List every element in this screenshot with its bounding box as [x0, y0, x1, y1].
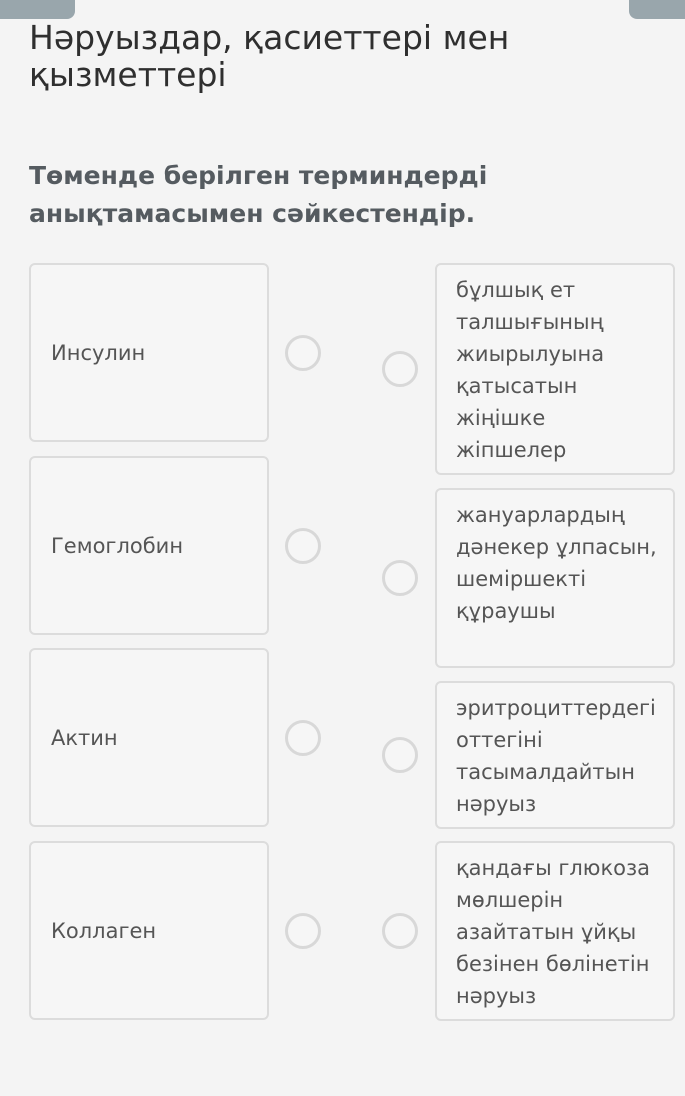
definition-text: жануарлардың дәнекер ұлпасын, шеміршекті құраушы — [456, 503, 657, 623]
definition-card[interactable] — [435, 263, 675, 475]
term-label: Коллаген — [51, 918, 157, 943]
term-connector-radio[interactable] — [285, 528, 321, 564]
top-tab-left[interactable] — [0, 0, 75, 19]
definition-connector-radio[interactable] — [382, 351, 418, 387]
term-label: Гемоглобин — [51, 533, 184, 558]
term-connector-radio[interactable] — [285, 720, 321, 756]
definition-text: эритроциттердегі оттегіні тасымалдайтын нәруыз — [456, 696, 656, 816]
definition-card[interactable] — [435, 841, 675, 1021]
term-card-actin[interactable] — [29, 648, 269, 827]
term-label: Актин — [51, 725, 118, 750]
question-instruction: Төменде берілген терминдерді анықтамасымен сәйкестендір. — [29, 161, 488, 228]
definition-connector-radio[interactable] — [382, 560, 418, 596]
term-card-insulin[interactable] — [29, 263, 269, 442]
top-tab-right[interactable] — [629, 0, 685, 19]
page-title: Нәруыздар, қасиеттері мен қызметтері — [29, 18, 510, 94]
definition-connector-radio[interactable] — [382, 737, 418, 773]
term-label: Инсулин — [51, 340, 146, 365]
term-card-hemoglobin[interactable] — [29, 456, 269, 635]
definition-text: бұлшық ет талшығының жиырылуына қатысатын жіңішке жіпшелер — [456, 278, 605, 462]
term-connector-radio[interactable] — [285, 913, 321, 949]
definition-card[interactable] — [435, 681, 675, 829]
term-card-collagen[interactable] — [29, 841, 269, 1020]
definition-card[interactable] — [435, 488, 675, 668]
definition-connector-radio[interactable] — [382, 913, 418, 949]
definition-text: қандағы глюкоза мөлшерін азайтатын ұйқы безінен бөлінетін нәруыз — [456, 856, 651, 1008]
term-connector-radio[interactable] — [285, 335, 321, 371]
